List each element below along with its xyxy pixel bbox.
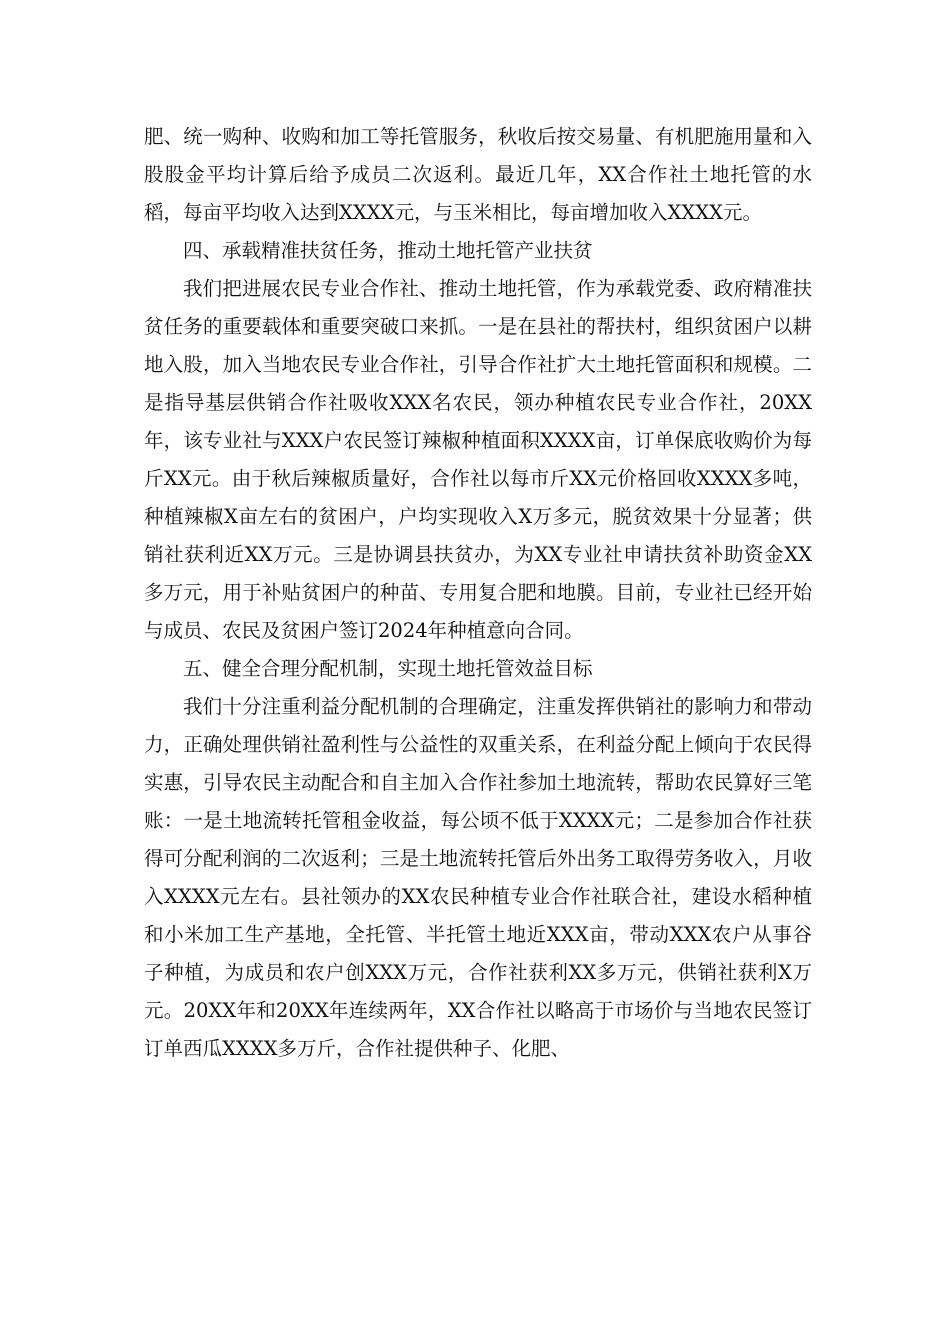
section-heading-5: 五、健全合理分配机制，实现土地托管效益目标 bbox=[183, 657, 593, 680]
document-page bbox=[144, 118, 812, 1068]
paragraph-distribution-mechanism: 我们十分注重利益分配机制的合理确定，注重发挥供销社的影响力和带动力，正确处理供销社盈利性与公益性的双重关系，在利益分配上倾向于农民得实惠，引导农民主动配合和自主加入合作社参加土地流转，帮助农民算好三笔账：一是土地流转托管租金收益，每公顷不低于XXXX元；二是参加合作社获得可分配利润的二次返利；三是土地流转托管后外出务工取得劳务收入，月收入XXXX元左右。县社领办的XX农民种植专业合作社联合社，建设水稻种植和小米加工生产基地，全托管、半托管土地近XXX亩，带动XXX农户从事谷子种植，为成员和农户创XXX万元，合作社获利XX多万元，供销社获利X万元。20XX年和20XX年连续两年，XX合作社以略高于市场价与当地农民签订订单西瓜XXXX多万斤，合作社提供种子、化肥、 bbox=[144, 695, 812, 1060]
paragraph-continuation: 肥、统一购种、收购和加工等托管服务，秋收后按交易量、有机肥施用量和入股股金平均计算后给予成员二次返利。最近几年，XX合作社土地托管的水稻，每亩平均收入达到XXXX元，与玉米相比，每亩增加收入XXXX元。 bbox=[144, 125, 812, 224]
paragraph-poverty-alleviation: 我们把进展农民专业合作社、推动土地托管，作为承载党委、政府精准扶贫任务的重要载体和重要突破口来抓。一是在县社的帮扶村，组织贫困户以耕地入股，加入当地农民专业合作社，引导合作社扩大土地托管面积和规模。二是指导基层供销合作社吸收XXX名农民，领办种植农民专业合作社，20XX年，该专业社与XXX户农民签订辣椒种植面积XXXX亩，订单保底收购价为每斤XX元。由于秋后辣椒质量好，合作社以每市斤XX元价格回收XXXX多吨，种植辣椒X亩左右的贫困户，户均实现收入X万多元，脱贫效果十分显著；供销社获利近XX万元。三是协调县扶贫办，为XX专业社申请扶贫补助资金XX多万元，用于补贴贫困户的种苗、专用复合肥和地膜。目前，专业社已经开始与成员、农民及贫困户签订2024年种植意向合同。 bbox=[144, 277, 812, 642]
section-heading-4: 四、承载精准扶贫任务，推动土地托管产业扶贫 bbox=[183, 239, 593, 262]
